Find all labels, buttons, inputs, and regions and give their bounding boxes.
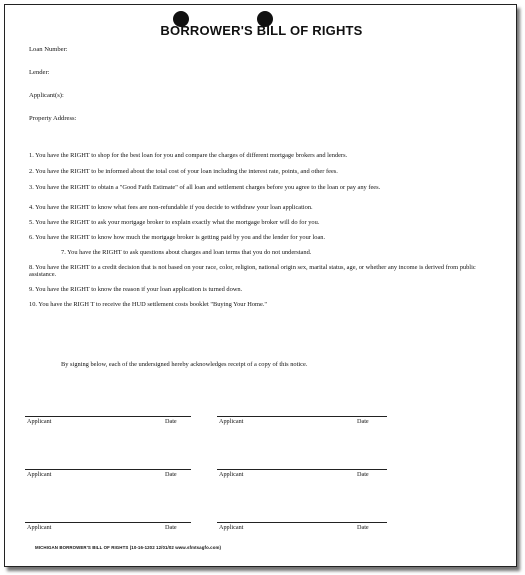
right-item-8: 8. You have the RIGHT to a credit decision that is not based on your race, color, religion, national origin sex, marital status, age, or whether any income is derived from public assistance. xyxy=(29,264,476,279)
right-item-10: 10. You have the RIGH T to receive the HUD settlement costs booklet "Buying Your Home." xyxy=(29,301,268,308)
lender-field: Lender: xyxy=(29,69,50,76)
right-item-7: 7. You have the RIGHT to ask questions about charges and loan terms that you do not understand. xyxy=(61,249,312,256)
signature-line xyxy=(217,416,387,417)
applicants-field: Applicant(s): xyxy=(29,92,64,99)
acknowledgement-text: By signing below, each of the undersigned hereby acknowledges receipt of a copy of this notice. xyxy=(61,361,308,368)
right-item-2: 2. You have the RIGHT to be informed about the total cost of your loan including the interest rate, points, and other fees. xyxy=(29,168,338,175)
date-label: Date xyxy=(165,418,177,425)
right-item-4: 4. You have the RIGHT to know what fees are non-refundable if you decide to withdraw your loan application. xyxy=(29,204,313,211)
document-page xyxy=(4,4,517,567)
form-footer: MICHIGAN BORROWER'S BILL OF RIGHTS (10-16-1202 12/01/02 www.sfmtsagfo.com) xyxy=(35,545,222,550)
right-item-6: 6. You have the RIGHT to know how much the mortgage broker is getting paid by you and the lender for your loan. xyxy=(29,234,326,241)
right-item-9: 9. You have the RIGHT to know the reason if your loan application is turned down. xyxy=(29,286,243,293)
applicant-label: Applicant xyxy=(27,418,52,425)
property-address-field: Property Address: xyxy=(29,115,77,122)
date-label: Date xyxy=(165,524,177,531)
signature-line xyxy=(25,416,191,417)
date-label: Date xyxy=(357,524,369,531)
date-label: Date xyxy=(357,418,369,425)
document-title: BORROWER'S BILL OF RIGHTS xyxy=(160,23,363,38)
right-item-5: 5. You have the RIGHT to ask your mortgage broker to explain exactly what the mortgage broker will do for you. xyxy=(29,219,320,226)
right-item-3: 3. You have the RIGHT to obtain a "Good Faith Estimate" of all loan and settlement charges before you agree to the loan or pay any fees. xyxy=(29,184,381,191)
date-label: Date xyxy=(165,471,177,478)
signature-line xyxy=(25,469,191,470)
signature-line xyxy=(217,469,387,470)
applicant-label: Applicant xyxy=(219,418,244,425)
loan-number-field: Loan Number: xyxy=(29,46,68,53)
applicant-label: Applicant xyxy=(219,471,244,478)
applicant-label: Applicant xyxy=(219,524,244,531)
date-label: Date xyxy=(357,471,369,478)
applicant-label: Applicant xyxy=(27,524,52,531)
right-item-1: 1. You have the RIGHT to shop for the best loan for you and compare the charges of different mortgage brokers and lenders. xyxy=(29,152,348,159)
signature-line xyxy=(217,522,387,523)
applicant-label: Applicant xyxy=(27,471,52,478)
signature-line xyxy=(25,522,191,523)
